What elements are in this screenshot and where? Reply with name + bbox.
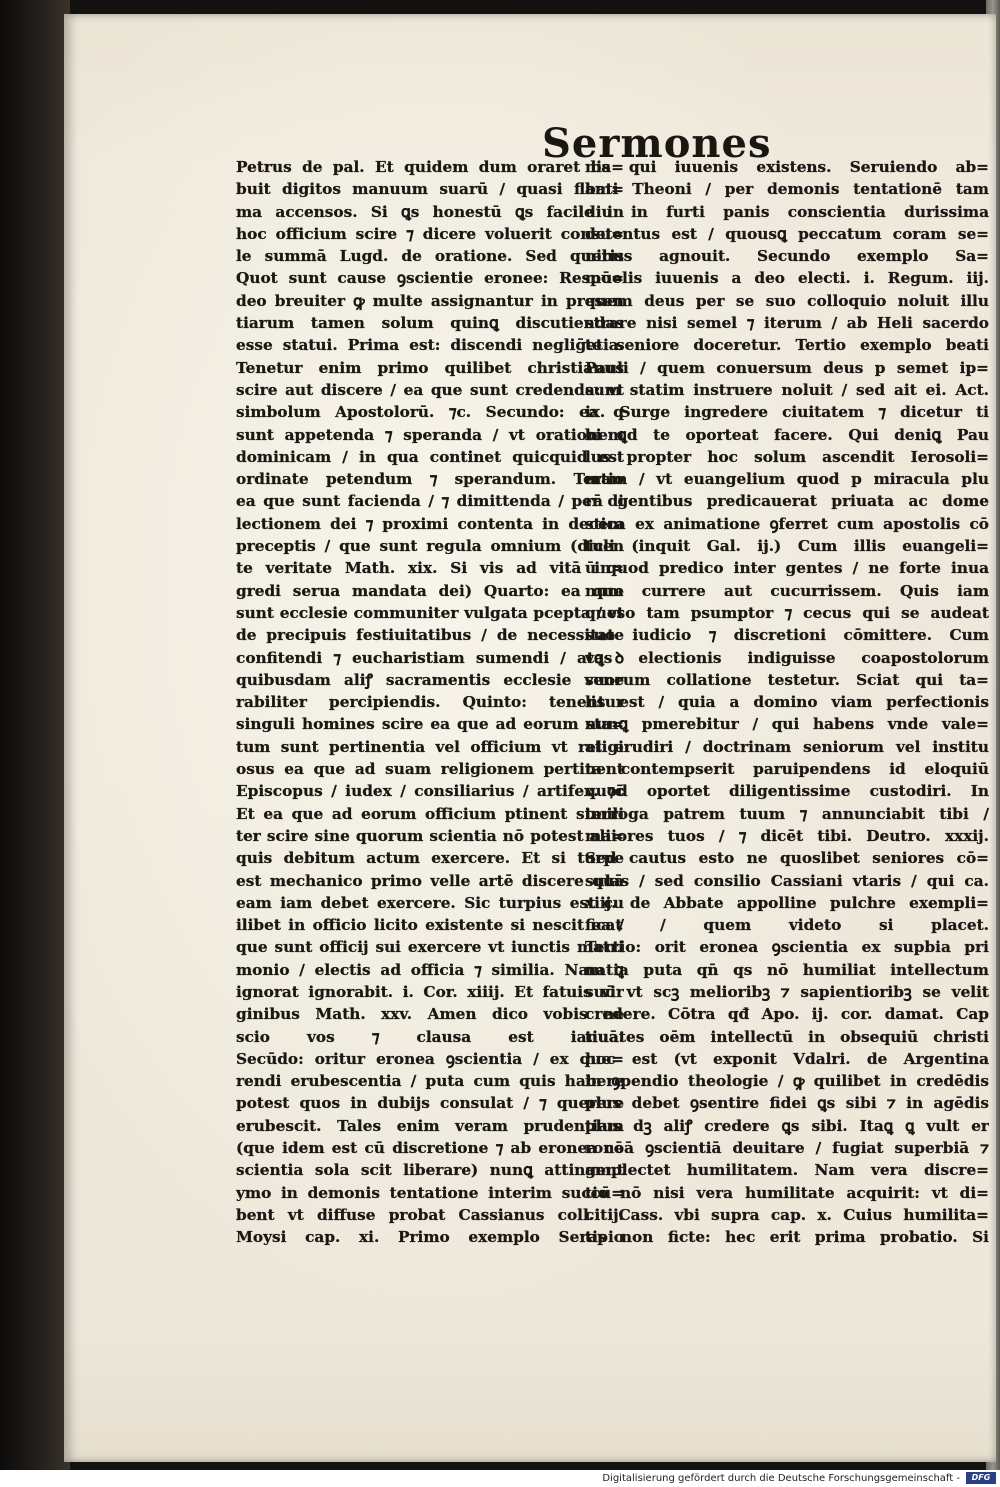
text-line: nunꝗ pmerebitur / qui habens vnde vale= <box>585 715 989 734</box>
text-line: te seniore doceretur. Tertio exemplo beati <box>585 336 989 355</box>
text-line: Pauli / quem conuersum deus p semet ip= <box>585 358 989 377</box>
text-line: tiarum tamen solum quinꝗ discutiendas <box>236 314 624 333</box>
text-line: maiores tuos / ⁊ dicēt tibi. Deutro. xxxij. <box>585 826 989 845</box>
text-line: ta contempserit paruipendens id eloquiū <box>585 760 989 779</box>
text-line: (que idem est cū discretione ⁊ ab eronea cō <box>236 1139 624 1158</box>
text-line: ymo in demonis tentatione interim succū= <box>236 1183 624 1202</box>
text-line: dominicam / in qua continet quicquid est <box>236 447 624 466</box>
text-line: cit Cass. vbi supra cap. x. Cuius humilita= <box>585 1205 989 1224</box>
text-line: bent vt diffuse probat Cassianus coll. ij. <box>236 1205 624 1224</box>
text-line: tiuātes oēm intellectū in obsequiū christi <box>585 1027 989 1046</box>
text-line: queso tam psumptor ⁊ cecus qui se audeat <box>585 603 989 622</box>
text-line: potest quos in dubijs consulat / ⁊ querere <box>236 1094 624 1113</box>
text-line: simbolum Apostolorū. ⁊c. Secundo: ea q <box>236 403 624 422</box>
text-line: Sed cautus esto ne quoslibet seniores cō= <box>585 849 989 868</box>
left-text-column <box>236 156 624 1249</box>
text-line: muelis iuuenis a deo electi. i. Regum. iij. <box>585 269 989 288</box>
running-head: Sermones <box>542 120 772 167</box>
text-line: rendi erubescentia / puta cum quis habere <box>236 1072 624 1091</box>
text-line: hoc est (vt exponit Vdalri. de Argentina <box>585 1049 989 1068</box>
text-line: sunt appetenda ⁊ speranda / vt orationem <box>236 425 624 444</box>
text-line: stica ex animatione ꝯferret cum apostolis cō <box>585 514 989 533</box>
text-line: hoc officium scire ⁊ dicere voluerit consu= <box>236 224 624 243</box>
text-line: num currere aut cucurrissem. Quis iam <box>585 581 989 600</box>
text-line: detentus est / quousꝗ peccatum coram se= <box>585 224 989 243</box>
text-line: deo breuiter ꝙ multe assignantur in presen <box>236 291 624 310</box>
text-line: suū vt scꝫ melioribꝫ ⁊ sapientioribꝫ se velit <box>585 982 989 1001</box>
text-line: ū quod predico inter gentes / ne forte inua <box>585 559 989 578</box>
text-line: Et ea que ad eorum officium ptinent simili <box>236 804 624 823</box>
text-line: lis est / quia a domino viam perfectionis <box>585 693 989 712</box>
text-line: natia puta qn̄ qs nō humiliat intellectum <box>585 960 989 979</box>
text-line: eam iam debet exercere. Sic turpius est cu <box>236 893 624 912</box>
text-line: amplectet humilitatem. Nam vera discre= <box>585 1161 989 1180</box>
text-line: ter scire sine quorum scientia nō potest ali= <box>236 826 624 845</box>
text-line: buit digitos manuum suarū / quasi flam= <box>236 180 624 199</box>
text-line: terroga patrem tuum ⁊ annunciabit tibi / <box>585 804 989 823</box>
text-line: ma accensos. Si ꝗs honestū ꝗs facile in <box>236 202 624 221</box>
text-line: scire aut discere / ea que sunt credenda: vt <box>236 380 624 399</box>
text-line: roneā ꝯscientiā deuitare / fugiat superbiā ⁊ <box>585 1139 989 1158</box>
text-line: Secūdo: oritur eronea ꝯscientia / ex que= <box>236 1049 624 1068</box>
text-line: ilibet in officio licito existente si nescit ea / <box>236 916 624 935</box>
text-line: diu in furti panis conscientia durissima <box>585 202 989 221</box>
text-line: ordinate petendum ⁊ sperandum. Tertio <box>236 470 624 489</box>
text-line: erubescit. Tales enim veram prudentiam <box>236 1116 624 1135</box>
text-line: rabiliter percipiendis. Quinto: tenentur <box>236 693 624 712</box>
text-line: in ꝯpendio theologie / ꝙ quilibet in credēdis <box>585 1072 989 1091</box>
text-line: Moysi cap. xi. Primo exemplo Serapio <box>236 1228 624 1247</box>
text-line: Tertio: orit eronea ꝯscientia ex supbia pri <box>585 938 989 957</box>
text-line: ix. Surge ingredere ciuitatem ⁊ dicetur ti <box>585 403 989 422</box>
text-line: quod oportet diligentissime custodiri. In <box>585 782 989 801</box>
text-line: ignorat ignorabit. i. Cor. xiiij. Et fatuis vir <box>236 982 624 1001</box>
text-line: est mechanico primo velle artē discere quā <box>236 871 624 890</box>
text-line: monio / electis ad officia ⁊ similia. Nam ꝗ <box>236 960 624 979</box>
text-line: preceptis / que sunt regula omnium (dicen <box>236 537 624 556</box>
text-line: credere. Cōtra qđ Apo. ij. cor. damat. Cap <box>585 1005 989 1024</box>
text-line: gredi serua mandata dei) Quarto: ea que <box>236 581 624 600</box>
text-line: lus propter hoc solum ascendit Ierosoli= <box>585 447 989 466</box>
dfg-logo: DFG <box>966 1472 996 1484</box>
text-line: nibus agnouit. Secundo exemplo Sa= <box>585 247 989 266</box>
footer-bar <box>0 1470 1000 1487</box>
text-line: plus dꝫ aliꝭ credere ꝗs sibi. Itaꝗ ꝗ vult er <box>585 1116 989 1135</box>
text-line: te veritate Math. xix. Si vis ad vitā in= <box>236 559 624 578</box>
text-line: sulas / sed consilio Cassiani vtaris / qui ca. <box>585 871 989 890</box>
text-line: quem deus per se suo colloquio noluit illu <box>585 291 989 310</box>
text-line: tuli (inquit Gal. ij.) Cum illis euangeli= <box>585 537 989 556</box>
text-line: confitendi ⁊ eucharistiam sumendi / atꝗ ꝺ <box>236 648 624 667</box>
text-line: suorum collatione testetur. Sciat qui ta= <box>585 670 989 689</box>
text-line: Episcopus / iudex / consiliarius / artifex. ⁊c̄ <box>236 782 624 801</box>
text-line: nis qui iuuenis existens. Seruiendo ab= <box>585 158 989 176</box>
text-line: bati Theoni / per demonis tentationē tam <box>585 180 989 199</box>
text-line: sum statim instruere noluit / sed ait ei. Act. <box>585 380 989 399</box>
right-text-column <box>585 156 989 1249</box>
book-spine-edge <box>0 0 70 1470</box>
text-line: singuli homines scire ea que ad eorum sta= <box>236 715 624 734</box>
text-line: lectionem dei ⁊ proximi contenta in decem <box>236 514 624 533</box>
text-line: esse statui. Prima est: discendi negliḡetia. <box>236 336 624 355</box>
text-line: osus ea que ad suam religionem pertinent <box>236 760 624 779</box>
text-line: quis debitum actum exercere. Et si turpe <box>236 849 624 868</box>
text-line: tum sunt pertinentia vel officium vt religi <box>236 737 624 756</box>
text-line: strare nisi semel ⁊ iterum / ab Heli sacerdo <box>585 314 989 333</box>
text-line: mam / vt euangelium quod p miracula plu <box>585 470 989 489</box>
text-line: ficat / quem videto si placet. <box>585 916 989 935</box>
text-line: Petrus de pal. Et quidem dum oraret ba= <box>236 158 624 176</box>
text-line: tio nō nisi vera humilitate acquirit: vt di= <box>585 1183 989 1202</box>
text-line: tis non ficte: hec erit prima probatio. Si <box>585 1228 989 1247</box>
text-line: quibusdam aliꝭ sacramentis ecclesie vene <box>236 670 624 689</box>
text-line: scio vos ⁊ clausa est ianua. <box>236 1027 624 1046</box>
text-line: suo iudicio ⁊ discretioni cōmittere. Cum <box>585 626 989 645</box>
funding-credit: Digitalisierung gefördert durch die Deutsche Forschungsgemeinschaft - <box>602 1473 960 1484</box>
text-line: plus debet ꝯsentire fidei ꝗs sibi ⁊ in agēdis <box>585 1094 989 1113</box>
text-line: le summā Lugd. de oratione. Sed queris <box>236 247 624 266</box>
text-line: Quot sunt cause ꝯscientie eronee: Respō= <box>236 269 624 288</box>
text-line: at erudiri / doctrinam seniorum vel institu <box>585 737 989 756</box>
text-line: Tenetur enim primo quilibet christianus <box>236 358 624 377</box>
text-line: de precipuis festiuitatibus / de necessitate <box>236 626 624 645</box>
text-line: xiij. de Abbate appolline pulchre exempli= <box>585 893 989 912</box>
text-line: rā gentibus predicauerat priuata ac dome <box>585 492 989 511</box>
text-line: que sunt officij sui exercere vt iunctis matri <box>236 938 624 957</box>
text-line: scientia sola scit liberare) nunꝗ attingent <box>236 1161 624 1180</box>
text-line: ea que sunt facienda / ⁊ dimittenda / per di <box>236 492 624 511</box>
text-line: bi ꝗd te oporteat facere. Qui deniꝗ Pau <box>585 425 989 444</box>
text-line: ginibus Math. xxv. Amen dico vobis ne <box>236 1005 624 1024</box>
text-line: sunt ecclesie communiter vulgata pcepta / vt <box>236 603 624 622</box>
text-line: vas electionis indiguisse coapostolorum <box>585 648 989 667</box>
